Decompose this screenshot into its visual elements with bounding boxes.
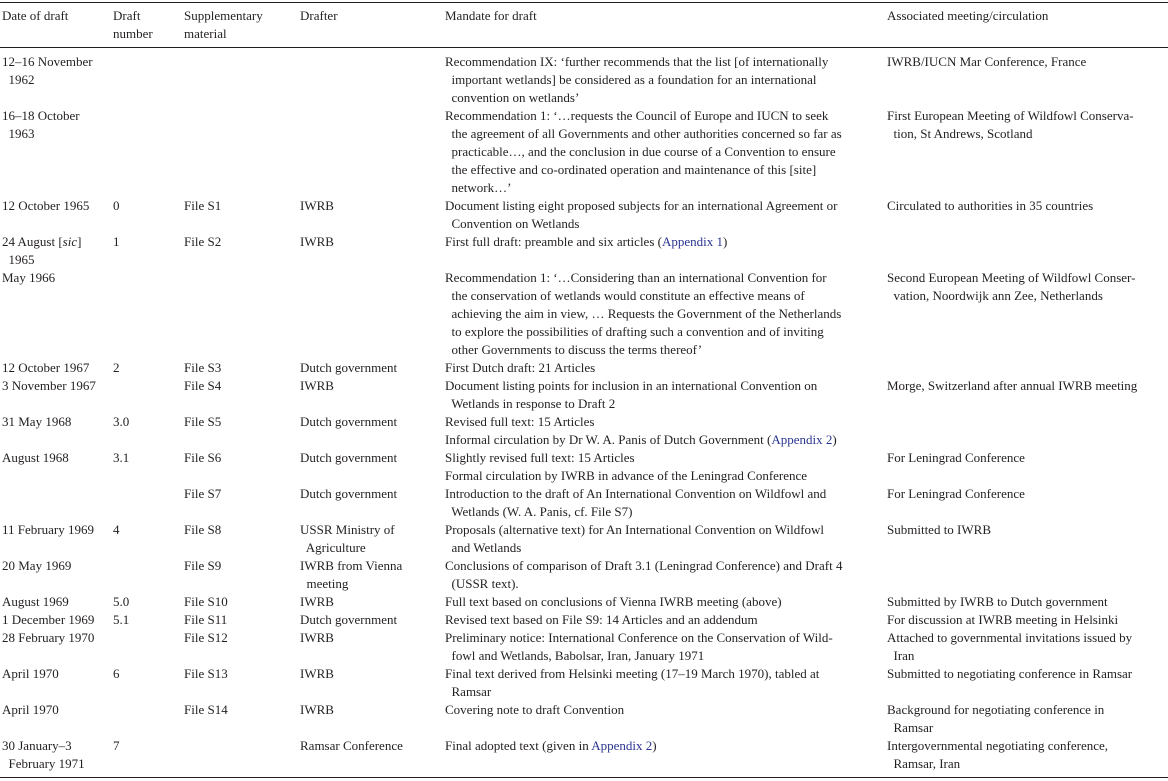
cell-mandate: Revised text based on File S9: 14 Articles and an addendum [445,612,758,627]
appendix-link[interactable]: Appendix 1 [661,234,723,249]
cell-meeting: Submitted by IWRB to Dutch government [887,594,1108,609]
cell-drafter: IWRB from Vienna meeting [300,558,403,591]
cell-meeting: Circulated to authorities in 35 countries [887,198,1094,213]
cell-mandate: Preliminary notice: International Conference on the Conservation of Wild- fowl and Wetlands, Babolsar, Iran, January 1971 [445,630,833,663]
cell-number: 7 [113,738,120,753]
cell-number: 3.1 [113,450,130,465]
cell-drafter: IWRB [300,378,334,393]
cell-drafter: Dutch government [300,450,398,465]
cell-date: 12–16 November 1962 [2,54,93,87]
cell-supplementary: File S2 [184,234,222,249]
mandate-text: ) [652,738,657,753]
cell-date: August 1968 [2,450,69,465]
cell-drafter: Dutch government [300,486,398,501]
cell-mandate: Final text derived from Helsinki meeting (17–19 March 1970), tabled at Ramsar [445,666,820,699]
cell-supplementary: File S12 [184,630,228,645]
cell-number: 0 [113,198,120,213]
cell-supplementary: File S6 [184,450,222,465]
cell-date: 16–18 October 1963 [2,108,80,141]
cell-drafter: Dutch government [300,360,398,375]
header-drafter: Drafter [300,8,338,23]
cell-drafter: IWRB [300,630,334,645]
cell-supplementary: File S10 [184,594,228,609]
cell-drafter: Dutch government [300,414,398,429]
cell-mandate: Full text based on conclusions of Vienna IWRB meeting (above) [445,594,782,609]
cell-supplementary: File S13 [184,666,228,681]
cell-mandate: First Dutch draft: 21 Articles [445,360,596,375]
cell-supplementary: File S11 [184,612,228,627]
cell-drafter: IWRB [300,702,334,717]
cell-date: April 1970 [2,702,59,717]
cell-date: 1 December 1969 [2,612,95,627]
mandate-text: Informal circulation by Dr W. A. Panis of Dutch Government ( [445,432,772,447]
cell-meeting: Background for negotiating conference in Ramsar [887,702,1105,735]
cell-meeting: Intergovernmental negotiating conference, Ramsar, Iran [887,738,1109,771]
cell-mandate [445,413,837,449]
cell-date: 28 February 1970 [2,630,95,645]
mandate-text: Final adopted text (given in [445,738,592,753]
cell-mandate: Proposals (alternative text) for An International Convention on Wildfowl and Wetlands [445,522,825,555]
cell-number: 5.0 [113,594,130,609]
cell-mandate: Document listing eight proposed subjects for an international Agreement or Convention on Wetlands [445,198,838,231]
cell-mandate: Document listing points for inclusion in an international Convention on Wetlands in response to Draft 2 [445,378,818,411]
table-top-rule [0,2,1168,3]
cell-meeting: Second European Meeting of Wildfowl Conser- vation, Noordwijk ann Zee, Netherlands [887,270,1136,303]
cell-drafter: USSR Ministry of Agriculture [300,522,395,555]
cell-supplementary: File S3 [184,360,222,375]
cell-drafter: IWRB [300,594,334,609]
cell-meeting: Morge, Switzerland after annual IWRB meeting [887,378,1138,393]
cell-date: 3 November 1967 [2,378,96,393]
cell-date: May 1966 [2,270,56,285]
header-mandate: Mandate for draft [445,8,537,23]
cell-drafter: Dutch government [300,612,398,627]
cell-mandate: Recommendation 1: ‘…requests the Council of Europe and IUCN to seek the agreement of all Governments and other authorities concerned so far as practicable…, and the conclusion in due course of a Convention to ensure the effective and co-ordinated operation and maintenance of this [site] network…’ [445,108,842,195]
cell-meeting: For discussion at IWRB meeting in Helsinki [887,612,1119,627]
date-part: ] 1965 [8,234,82,267]
cell-mandate: Introduction to the draft of An International Convention on Wildfowl and Wetlands (W. A. Panis, cf. File S7) [445,486,827,519]
mandate-text: First full draft: preamble and six articles ( [445,234,662,249]
appendix-link[interactable]: Appendix 2 [591,738,653,753]
header-date: Date of draft [2,8,69,23]
cell-meeting: IWRB/IUCN Mar Conference, France [887,54,1087,69]
cell-date: 31 May 1968 [2,414,72,429]
cell-date: 20 May 1969 [2,558,72,573]
cell-supplementary: File S4 [184,378,222,393]
cell-mandate [445,737,657,755]
cell-mandate: Recommendation IX: ‘further recommends that the list [of internationally important wetlands] be considered as a foundation for an international convention on wetlands’ [445,54,829,105]
cell-mandate: Recommendation 1: ‘…Considering than an international Convention for the conservation of wetlands would constitute an effective means of achieving the aim in view, … Requests the Government of the Netherlands to explore the possibilities of drafting such a convention and of inviting other Governments to discuss the terms thereof’ [445,270,842,357]
cell-number: 6 [113,666,120,681]
cell-date: 11 February 1969 [2,522,94,537]
cell-mandate: Slightly revised full text: 15 Articles Formal circulation by IWRB in advance of the Leningrad Conference [445,450,808,483]
cell-date: August 1969 [2,594,69,609]
cell-meeting: Submitted to negotiating conference in Ramsar [887,666,1133,681]
sic-emphasis: sic [62,234,78,249]
cell-meeting: For Leningrad Conference [887,450,1025,465]
table-bottom-rule [0,777,1168,778]
cell-number: 5.1 [113,612,130,627]
cell-number: 3.0 [113,414,130,429]
cell-mandate: Conclusions of comparison of Draft 3.1 (Leningrad Conference) and Draft 4 (USSR text). [445,558,843,591]
cell-drafter: IWRB [300,666,334,681]
cell-meeting: For Leningrad Conference [887,486,1025,501]
cell-number: 1 [113,234,120,249]
cell-date: 30 January–3 February 1971 [2,738,85,771]
cell-supplementary: File S7 [184,486,222,501]
cell-mandate [445,233,727,251]
cell-number: 2 [113,360,120,375]
cell-meeting: Attached to governmental invitations issued by Iran [887,630,1133,663]
header-supplementary: Supplementary material [184,8,263,41]
cell-supplementary: File S9 [184,558,222,573]
header-meeting: Associated meeting/circulation [887,8,1049,23]
cell-number: 4 [113,522,120,537]
header-number: Draft number [113,8,153,41]
cell-date: 12 October 1965 [2,198,90,213]
table-header-rule [0,47,1168,48]
date-part: 24 August [ [2,234,63,249]
mandate-text: ) [832,432,837,447]
cell-mandate: Covering note to draft Convention [445,702,625,717]
appendix-link[interactable]: Appendix 2 [771,432,833,447]
cell-drafter: Ramsar Conference [300,738,403,753]
cell-meeting: First European Meeting of Wildfowl Conserva- tion, St Andrews, Scotland [887,108,1134,141]
cell-drafter: IWRB [300,234,334,249]
mandate-text: ) [723,234,728,249]
cell-date [2,233,81,269]
cell-supplementary: File S8 [184,522,222,537]
cell-meeting: Submitted to IWRB [887,522,991,537]
mandate-text: Revised full text: 15 Articles [445,414,595,429]
cell-drafter: IWRB [300,198,334,213]
cell-date: 12 October 1967 [2,360,90,375]
cell-date: April 1970 [2,666,59,681]
cell-supplementary: File S14 [184,702,228,717]
cell-supplementary: File S5 [184,414,222,429]
cell-supplementary: File S1 [184,198,222,213]
